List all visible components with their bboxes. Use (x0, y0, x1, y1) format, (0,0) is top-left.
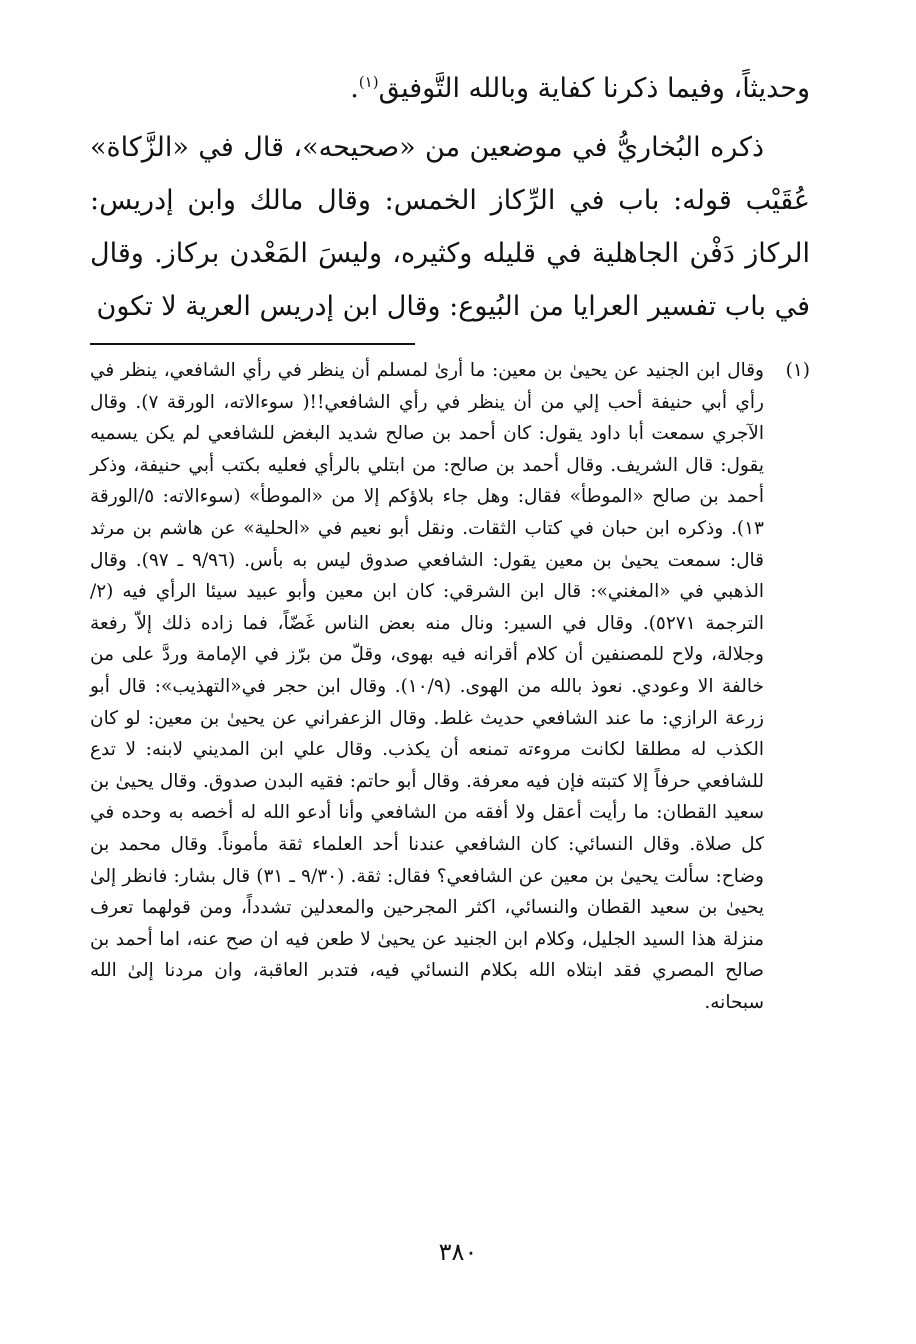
book-page (90, 62, 810, 1302)
main-line-1: وحديثاً، وفيما ذكرنا كفاية وبالله التَّوفيق (378, 73, 810, 104)
footnote-number: (١) (785, 360, 810, 381)
main-line-1-end: . (350, 73, 359, 104)
footnote-separator (90, 343, 415, 345)
footnote-body (90, 355, 764, 1018)
main-first-line (90, 62, 810, 115)
page-number: ٣٨٠ (438, 1238, 478, 1266)
footnote-section (90, 355, 810, 1018)
footnote-reference: (١) (358, 73, 379, 91)
main-text (90, 62, 810, 333)
main-paragraph: ذكره البُخاريُّ في موضعين من «صحيحه»، قال في «الزَّكاة» عُقَيْب قوله: باب في الرِّكاز الخمس: وقال مالك وابن إدريس: الركاز دَفْن الجاهلية في قليله وكثيره، وليسَ المَعْدن بركاز. وقال في باب تفسير العرايا من البُيوع: وقال ابن إدريس العرية لا تكون (90, 132, 810, 322)
footnote-text: وقال ابن الجنيد عن يحيىٰ بن معين: ما أرىٰ لمسلم أن ينظر في رأي الشافعي، ينظر في رأي أبي حنيفة أحب إلي من أن ينظر في رأي الشافعي!!( سوءالاته، الورقة ٧). وقال الآجري سمعت أبا داود يقول: كان أحمد بن صالح شديد البغض للشافعي لم يكن يسميه يقول: قال الشريف. وقال أحمد بن صالح: من ابتلي بالرأي فعليه بكتب أبي حنيفة، وذكر أحمد بن صالح «الموطأ» فقال: وهل جاء بلاؤكم إلا من «الموطأ» (سوءالاته: ٥/الورقة ١٣). وذكره ابن حبان في كتاب الثقات. ونقل أبو نعيم في «الحلية» عن هاشم بن مرثد قال: سمعت يحيىٰ بن معين يقول: الشافعي صدوق ليس به بأس. (٩/٩٦ ـ ٩٧). وقال الذهبي في «المغني»: قال ابن الشرقي: كان ابن معين وأبو عبيد سيئا الرأي فيه (٢/الترجمة ٥٢٧١). وقال في السير: ونال منه بعض الناس غَضّاً، فما زاده ذلك إلاّ رفعة وجلالة، ولاح للمصنفين أن كلام أقرانه فيه بهوى، وقلّ من برّز في الإمامة وردَّ على من خالفة الا وعودي. نعوذ بالله من الهوى. (١٠/٩). وقال ابن حجر في«التهذيب»: قال أبو زرعة الرازي: ما عند الشافعي حديث غلط. وقال الزعفراني عن يحيىٰ بن معين: لو كان الكذب له مطلقا لكانت مروءته تمنعه أن يكذب. وقال علي ابن المديني لابنه: لا تدع للشافعي حرفاً إلا كتبته فإن فيه معرفة. وقال أبو حاتم: فقيه البدن صدوق. وقال يحيىٰ بن سعيد القطان: ما رأيت أعقل ولا أفقه من الشافعي وأنا أدعو الله له أخصه به وحده في كل صلاة. وقال النسائي: كان الشافعي عندنا أحد العلماء ثقة مأموناً. وقال محمد بن وضاح: سألت يحيىٰ بن معين عن الشافعي؟ فقال: ثقة. (٩/٣٠ ـ ٣١) قال بشار: فانظر إلىٰ يحيىٰ بن سعيد القطان والنسائي، اكثر المجرحين والمعدلين تشدداً، ومن قولهما تعرف منزلة هذا السيد الجليل، وكلام ابن الجنيد عن يحيىٰ لا طعن فيه ان صح عنه، اما أحمد بن صالح المصري فقد ابتلاه الله بكلام النسائي فيه، فتدبر العاقبة، وان مردنا إلىٰ الله سبحانه. (90, 360, 765, 1013)
